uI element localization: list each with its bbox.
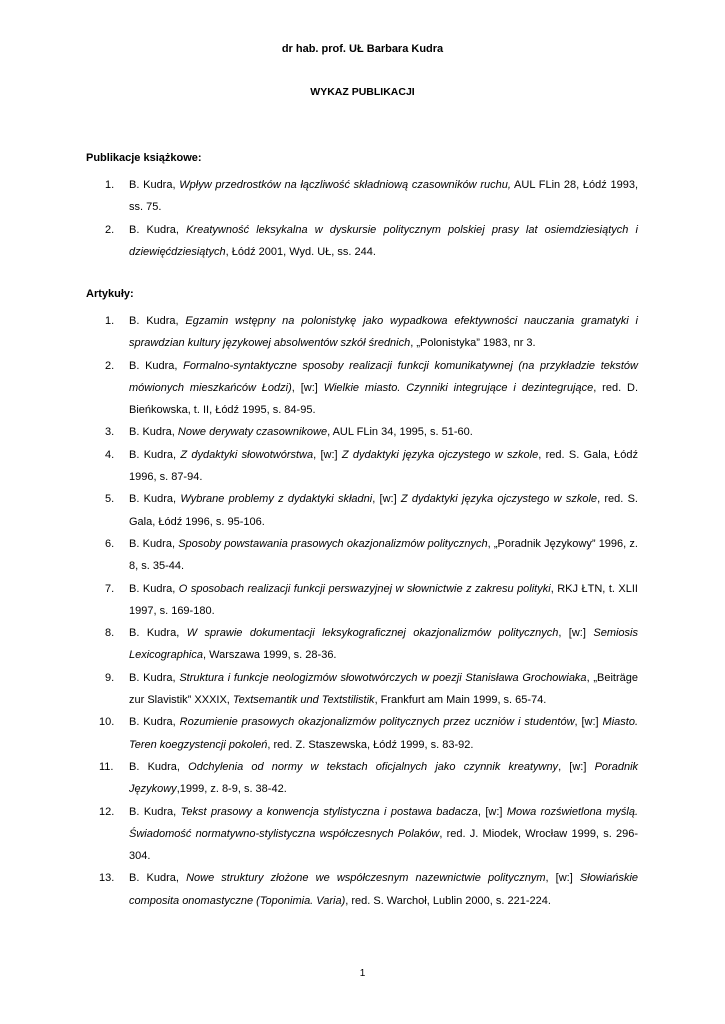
item-number: 1. <box>105 315 115 327</box>
item-details: , red. Z. Staszewska, Łódź 1999, s. 83-92. <box>267 738 474 751</box>
item-text: , [w:] <box>291 381 324 394</box>
item-author: B. Kudra, <box>129 760 189 773</box>
item-author: B. Kudra, <box>129 805 181 818</box>
item-title: Rozumienie prasowych okazjonalizmów politycznych przez uczniów i studentów <box>179 716 575 729</box>
item-number: 3. <box>105 426 115 439</box>
item-text: , AUL FLin 34, 1995, s. 51-60. <box>327 426 473 439</box>
item-title: Odchylenia od normy w tekstach oficjalnych jako czynnik kreatywny <box>188 760 559 773</box>
item-details: ,1999, z. 8-9, s. 38-42. <box>176 783 287 796</box>
item-author: B. Kudra, <box>129 582 179 595</box>
publication-item <box>86 355 638 422</box>
item-title: W sprawie dokumentacji leksykograficznej okazjonalizmów politycznych <box>186 627 559 640</box>
item-source-title: Z dydaktyki języka ojczystego w szkole <box>400 493 598 506</box>
document-title: WYKAZ PUBLIKACJI <box>310 86 415 98</box>
item-number: 7. <box>105 582 115 595</box>
item-title: Wpływ przedrostków na łączliwość składniową czasowników ruchu, <box>179 179 511 191</box>
item-author: B. Kudra, <box>129 448 181 461</box>
item-number: 2. <box>105 223 115 236</box>
item-text: AUL FLin 28, Łódź 1993, ss. 75. <box>129 179 639 214</box>
item-text: , [w:] <box>558 760 595 773</box>
item-details: , Warszawa 1999, s. 28-36. <box>203 649 337 662</box>
item-title: Wybrane problemy z dydaktyki składni <box>180 493 373 506</box>
item-source-title: Poradnik Językowy <box>129 760 639 796</box>
publication-item <box>86 488 638 533</box>
item-text: , [w:] <box>545 872 580 885</box>
books-list <box>86 174 638 263</box>
item-author: B. Kudra, <box>129 872 187 885</box>
item-text: , [w:] <box>477 805 507 818</box>
item-source-title: Textsemantik und Textstilistik <box>232 694 375 707</box>
page-number: 1 <box>359 968 366 979</box>
item-author: B. Kudra, <box>129 359 184 372</box>
publication-item <box>86 756 638 801</box>
item-text: , RKJ ŁTN, t. XLII 1997, s. 169-180. <box>129 582 638 617</box>
item-text: , „Polonistyka” 1983, nr 3. <box>410 337 536 350</box>
publication-item <box>86 711 638 756</box>
item-number: 11. <box>99 760 114 773</box>
item-author: B. Kudra, <box>129 315 186 327</box>
item-number: 13. <box>99 872 115 885</box>
item-number: 9. <box>105 671 115 684</box>
publication-item <box>86 867 638 912</box>
item-number: 8. <box>105 627 115 640</box>
books-heading: Publikacje książkowe: <box>86 152 202 164</box>
item-number: 10. <box>99 716 115 729</box>
publication-item <box>86 444 638 489</box>
item-source-title: Słowiańskie composita onomastyczne (Toponimia. Varia) <box>129 872 639 907</box>
item-title: Sposoby powstawania prasowych okazjonalizmów politycznych <box>178 537 488 550</box>
item-source-title: Wielkie miasto. Czynniki integrujące i dezintegrujące <box>323 381 594 394</box>
publication-item <box>86 667 638 712</box>
author-name: dr hab. prof. UŁ Barbara Kudra <box>281 43 444 55</box>
item-text: , „Beiträge zur Slavistik” XXXIX, <box>129 671 639 707</box>
item-author: B. Kudra, <box>129 671 180 684</box>
item-author: B. Kudra, <box>129 493 181 506</box>
publication-item <box>86 533 638 578</box>
item-number: 4. <box>105 448 115 461</box>
item-title: Struktura i funkcje neologizmów słowotwórczych w poezji Stanisława Grochowiaka <box>179 671 587 684</box>
item-author: B. Kudra, <box>129 716 180 729</box>
publication-item <box>86 622 638 667</box>
articles-list <box>86 310 638 912</box>
publication-item <box>86 174 638 219</box>
item-title: Z dydaktyki słowotwórstwa <box>180 448 314 461</box>
item-title: Formalno-syntaktyczne sposoby realizacji funkcji komunikatywnej (na przykładzie tekstów mówionych mieszkańców Łodzi) <box>129 359 638 394</box>
item-details: , red. S. Gala, Łódź 1996, s. 95-106. <box>129 493 638 528</box>
publication-item <box>86 578 638 623</box>
item-details: , red. S. Gala, Łódź 1996, s. 87-94. <box>129 448 638 484</box>
publication-item <box>86 219 638 264</box>
item-details: , red. J. Miodek, Wrocław 1999, s. 296-304. <box>129 827 638 863</box>
item-title: O sposobach realizacji funkcji perswazyjnej w słownictwie z zakresu polityki <box>178 582 551 595</box>
item-title: Kreatywność leksykalna w dyskursie politycznym polskiej prasy lat osiemdziesiątych i dziewięćdziesiątych <box>129 223 638 258</box>
item-title: Egzamin wstępny na polonistykę jako wypadkowa efektywności nauczania gramatyki i sprawdzian kultury językowej absolwentów szkół średnich <box>129 315 638 350</box>
item-title: Nowe derywaty czasownikowe <box>177 426 328 439</box>
item-title: Nowe struktury złożone we współczesnym nazewnictwie politycznym <box>186 872 546 885</box>
publication-item <box>86 310 638 355</box>
item-author: B. Kudra, <box>129 627 187 640</box>
item-author: B. Kudra, <box>129 537 179 550</box>
item-text: , [w:] <box>574 716 603 729</box>
item-source-title: Z dydaktyki języka ojczystego w szkole <box>341 448 539 461</box>
publication-item <box>86 801 638 868</box>
item-author: B. Kudra, <box>129 223 187 236</box>
item-text: , Łódź 2001, Wyd. UŁ, ss. 244. <box>225 245 376 258</box>
item-details: , red. S. Warchoł, Lublin 2000, s. 221-224. <box>345 894 551 907</box>
item-details: , red. D. Bieńkowska, t. II, Łódź 1995, s. 84-95. <box>129 381 639 417</box>
item-title: Tekst prasowy a konwencja stylistyczna i postawa badacza <box>180 805 478 818</box>
item-number: 12. <box>99 805 115 818</box>
item-text: , [w:] <box>558 627 594 640</box>
item-source-title: Mowa rozświetlona myślą. Świadomość normatywno-stylistyczna współczesnych Polaków <box>129 805 639 840</box>
item-text: , „Poradnik Językowy” 1996, z. 8, s. 35-44. <box>129 537 638 573</box>
item-author: B. Kudra, <box>129 179 180 191</box>
item-details: , Frankfurt am Main 1999, s. 65-74. <box>374 694 547 707</box>
item-number: 5. <box>105 493 115 506</box>
articles-heading: Artykuły: <box>86 288 134 300</box>
item-text: , [w:] <box>313 448 342 461</box>
item-number: 2. <box>105 359 115 372</box>
item-number: 6. <box>105 537 115 550</box>
publication-item <box>86 421 638 443</box>
item-source-title: Semiosis Lexicographica <box>129 627 638 662</box>
item-number: 1. <box>105 179 115 191</box>
item-source-title: Miasto. Teren koegzystencji pokoleń <box>129 716 639 751</box>
item-text: , [w:] <box>372 493 401 506</box>
item-author: B. Kudra, <box>129 426 178 439</box>
